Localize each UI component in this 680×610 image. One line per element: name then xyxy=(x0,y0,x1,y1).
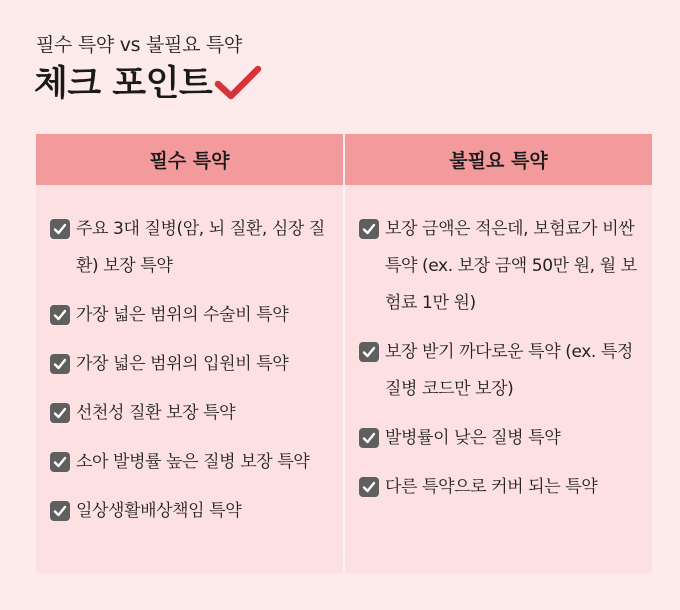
unnecessary-list xyxy=(345,185,652,518)
list-item xyxy=(50,395,329,432)
checkbox-checked-icon xyxy=(50,501,70,521)
title-row xyxy=(34,56,262,106)
checkbox-checked-icon xyxy=(50,219,70,239)
comparison-table xyxy=(36,134,652,573)
list-item xyxy=(50,211,329,285)
checkbox-checked-icon xyxy=(359,477,379,497)
checkbox-checked-icon xyxy=(359,428,379,448)
required-column xyxy=(36,134,343,573)
page-title: 체크 포인트 xyxy=(34,64,213,104)
checkbox-checked-icon xyxy=(359,342,379,362)
list-item-text: 발병률이 낮은 질병 특약 xyxy=(385,428,561,448)
list-item-text: 선천성 질환 보장 특약 xyxy=(76,403,236,423)
list-item xyxy=(359,334,638,408)
required-column-heading: 필수 특약 xyxy=(36,134,343,185)
list-item xyxy=(50,493,329,530)
list-item-text: 다른 특약으로 커버 되는 특약 xyxy=(385,477,598,497)
list-item-text: 소아 발병률 높은 질병 보장 특약 xyxy=(76,452,310,472)
checkbox-checked-icon xyxy=(50,452,70,472)
unnecessary-column-heading: 불필요 특약 xyxy=(345,134,652,185)
unnecessary-column xyxy=(343,134,652,573)
list-item-text: 가장 넓은 범위의 수술비 특약 xyxy=(76,305,289,325)
list-item-text: 가장 넓은 범위의 입원비 특약 xyxy=(76,354,289,374)
checkbox-checked-icon xyxy=(50,354,70,374)
list-item xyxy=(50,444,329,481)
page-subtitle: 필수 특약 vs 불필요 특약 xyxy=(36,34,242,56)
list-item xyxy=(359,469,638,506)
list-item-text: 보장 받기 까다로운 특약 (ex. 특정 질병 코드만 보장) xyxy=(385,342,633,399)
checkbox-checked-icon xyxy=(50,305,70,325)
required-list xyxy=(36,185,343,542)
list-item xyxy=(359,211,638,322)
checkbox-checked-icon xyxy=(50,403,70,423)
list-item xyxy=(359,420,638,457)
list-item-text: 일상생활배상책임 특약 xyxy=(76,501,242,521)
list-item xyxy=(50,297,329,334)
checkmark-icon xyxy=(214,64,262,102)
list-item xyxy=(50,346,329,383)
list-item-text: 주요 3대 질병(암, 뇌 질환, 심장 질환) 보장 특약 xyxy=(76,219,325,276)
checkbox-checked-icon xyxy=(359,219,379,239)
list-item-text: 보장 금액은 적은데, 보험료가 비싼 특약 (ex. 보장 금액 50만 원, 월 보험료 1만 원) xyxy=(385,219,637,313)
